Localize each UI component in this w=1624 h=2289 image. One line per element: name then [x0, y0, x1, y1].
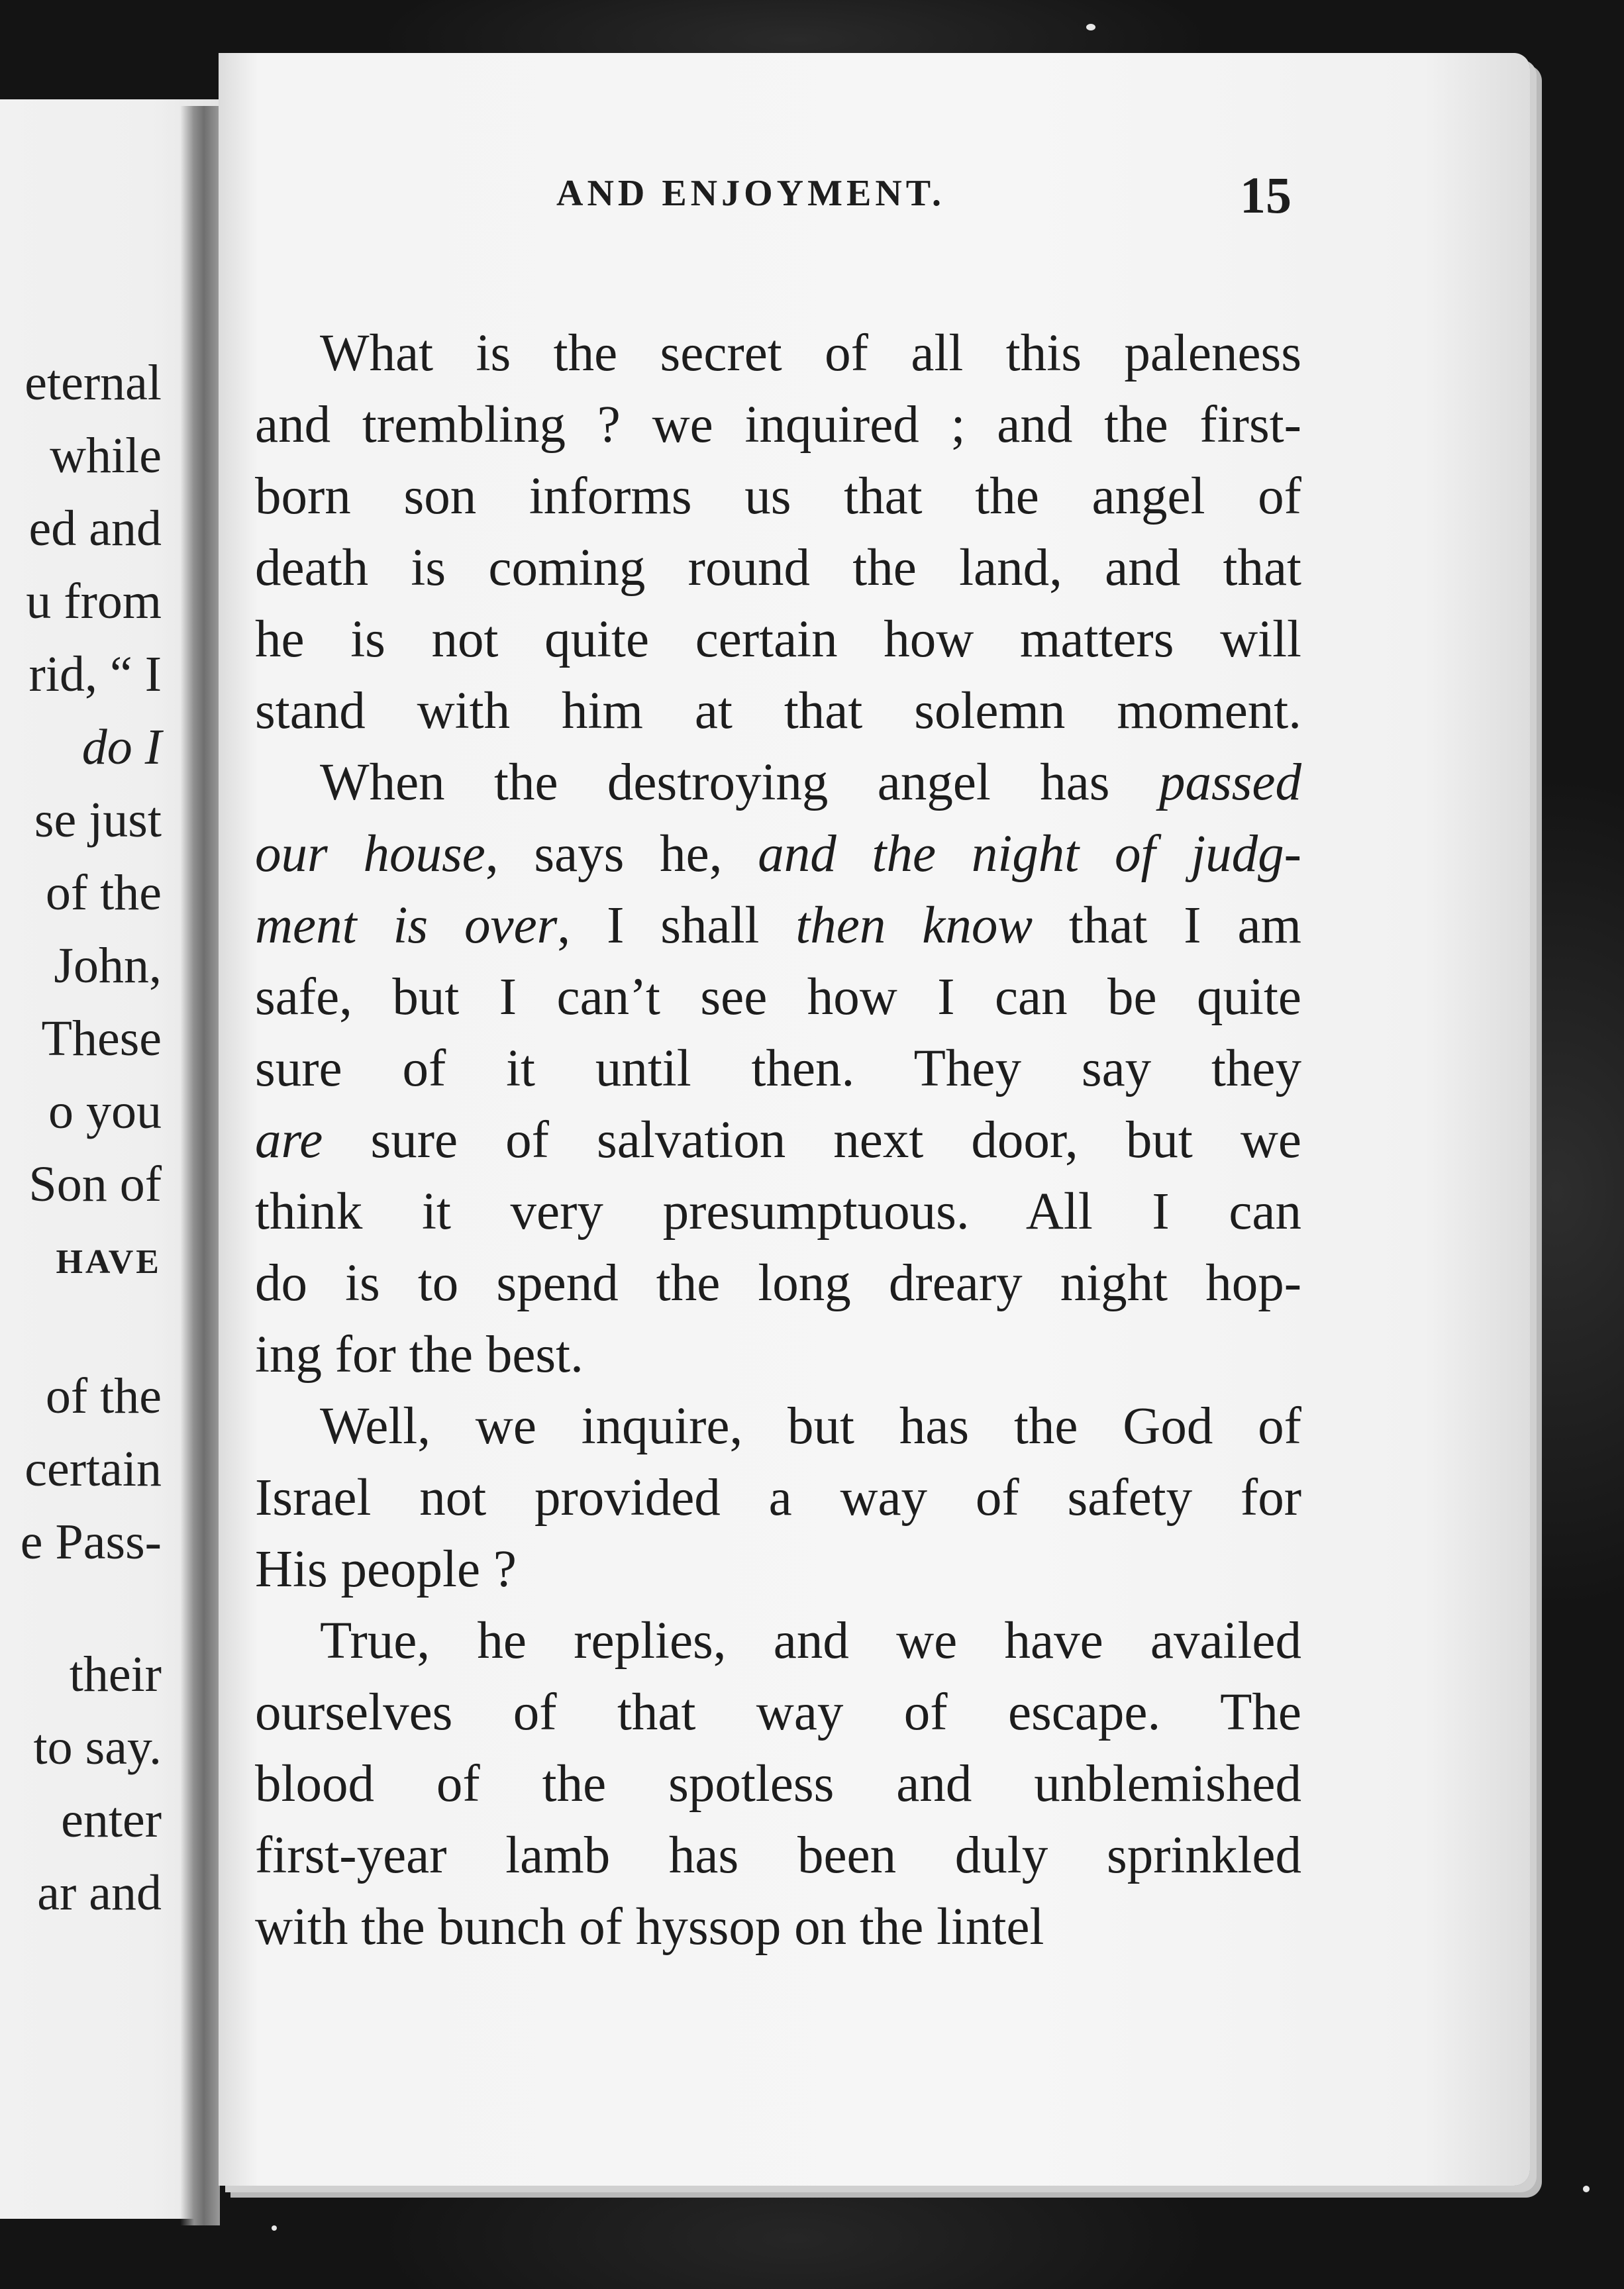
- italic-text: ment is over: [255, 897, 558, 954]
- text-run: Israel not provided a way of safety for: [255, 1469, 1301, 1527]
- left-page-line: John,: [54, 938, 162, 993]
- left-page-line: certain: [25, 1441, 162, 1497]
- text-run: , says he,: [485, 825, 758, 883]
- dust-speck: [1583, 2186, 1590, 2192]
- text-run: think it very presumptuous. All I can: [255, 1183, 1301, 1241]
- text-run: What is the secret of all this paleness: [320, 325, 1301, 382]
- text-line: [255, 1248, 1301, 1319]
- page-number: 15: [1240, 166, 1292, 224]
- text-run: that I am: [1033, 897, 1301, 954]
- left-page-line: enter: [61, 1792, 162, 1848]
- body-text: [255, 318, 1301, 1963]
- text-line: [255, 389, 1301, 461]
- left-page-line: of the: [45, 1368, 162, 1424]
- text-run: True, he replies, and we have availed: [320, 1612, 1301, 1670]
- text-line: [255, 676, 1301, 747]
- text-run: do is to spend the long dreary night hop-: [255, 1254, 1301, 1312]
- left-page-line: ed and: [28, 501, 162, 556]
- text-line: [255, 1677, 1301, 1749]
- running-head: [338, 166, 1364, 225]
- text-line: [255, 1105, 1301, 1176]
- text-run: with the bunch of hyssop on the lintel: [255, 1898, 1044, 1956]
- text-line: [255, 962, 1301, 1033]
- text-run: sure of it until then. They say they: [255, 1040, 1301, 1097]
- text-line: [255, 1176, 1301, 1248]
- text-run: ing for the best.: [255, 1326, 584, 1384]
- text-line: [255, 890, 1301, 962]
- book-gutter: [180, 106, 220, 2225]
- italic-text: passed: [1158, 754, 1301, 811]
- left-page-line: HAVE: [56, 1243, 162, 1281]
- text-line: [255, 1820, 1301, 1892]
- text-run: stand with him at that solemn moment.: [255, 682, 1301, 740]
- text-run: born son informs us that the angel of: [255, 468, 1301, 525]
- text-run: blood of the spotless and unblemished: [255, 1755, 1301, 1813]
- italic-text: and the night of judg-: [758, 825, 1301, 883]
- text-line: [255, 1749, 1301, 1820]
- text-line: [255, 318, 1301, 389]
- text-line: [255, 1033, 1301, 1105]
- left-page-line: Son of: [28, 1156, 162, 1212]
- text-run: ourselves of that way of escape. The: [255, 1684, 1301, 1741]
- dust-speck: [1086, 24, 1095, 30]
- text-line: [255, 1605, 1301, 1677]
- left-page-line: do I: [81, 719, 162, 775]
- left-page-line: se just: [34, 792, 162, 848]
- left-page-line: o you: [48, 1084, 162, 1139]
- left-page-line: u from: [26, 574, 162, 629]
- text-line: [255, 1892, 1301, 1963]
- left-page-line: rid, “ I: [28, 646, 162, 702]
- text-run: When the destroying angel has: [320, 754, 1159, 811]
- text-run: Well, we inquire, but has the God of: [320, 1398, 1301, 1455]
- text-run: death is coming round the land, and that: [255, 539, 1301, 597]
- text-line: [255, 1391, 1301, 1462]
- left-page-line: eternal: [25, 355, 162, 411]
- italic-text: then know: [795, 897, 1033, 954]
- text-run: His people ?: [255, 1541, 517, 1598]
- text-run: first-year lamb has been duly sprinkled: [255, 1827, 1301, 1884]
- text-run: and trembling ? we inquired ; and the first-: [255, 396, 1301, 454]
- dust-speck: [272, 2225, 277, 2231]
- text-line: [255, 1319, 1301, 1391]
- left-page-line: of the: [45, 865, 162, 921]
- left-page-line: while: [50, 428, 162, 483]
- left-page-line: ar and: [37, 1865, 162, 1921]
- italic-text: are: [255, 1111, 323, 1169]
- left-page-line: their: [69, 1647, 162, 1702]
- italic-text: our house: [255, 825, 485, 883]
- text-line: [255, 1534, 1301, 1605]
- text-line: [255, 604, 1301, 676]
- running-title: AND ENJOYMENT.: [556, 173, 945, 214]
- text-run: he is not quite certain how matters will: [255, 611, 1301, 668]
- left-page-line: These: [41, 1011, 162, 1066]
- left-page-line: to say.: [33, 1719, 162, 1775]
- text-line: [255, 461, 1301, 533]
- text-line: [255, 1462, 1301, 1534]
- text-run: safe, but I can’t see how I can be quite: [255, 968, 1301, 1026]
- text-line: [255, 747, 1301, 819]
- left-page-line: e Pass-: [20, 1514, 162, 1570]
- text-line: [255, 533, 1301, 604]
- text-run: , I shall: [557, 897, 796, 954]
- text-run: sure of salvation next door, but we: [323, 1111, 1301, 1169]
- text-line: [255, 819, 1301, 890]
